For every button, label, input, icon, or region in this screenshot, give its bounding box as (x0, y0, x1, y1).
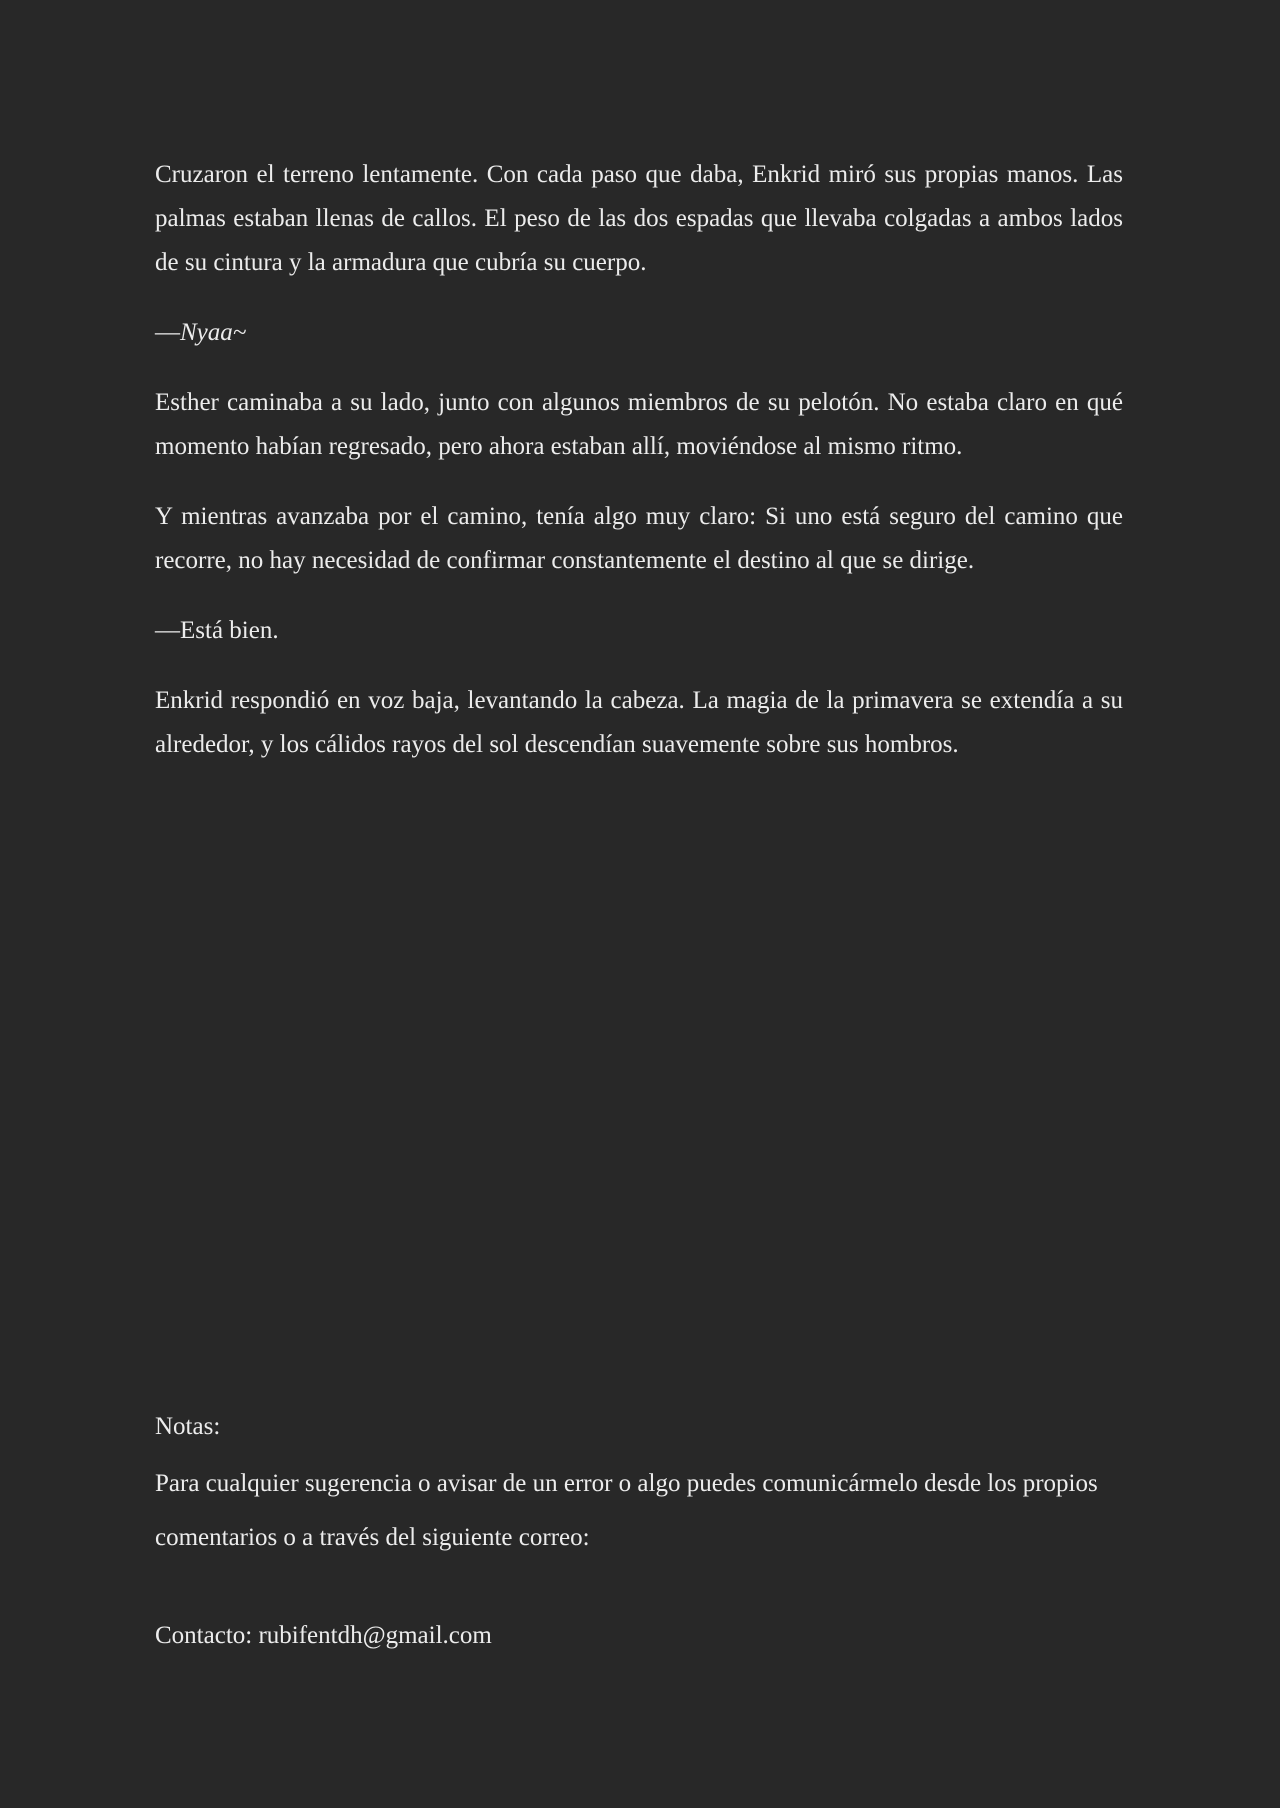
contact-line: Contacto: rubifentdh@gmail.com (155, 1622, 492, 1649)
notes-body: Para cualquier sugerencia o avisar de un error o algo puedes comunicármelo desde los propios comentarios o a través del siguiente correo: (155, 1470, 1098, 1551)
dialogue-line (155, 311, 1123, 355)
dialogue-dash: — (155, 319, 180, 346)
story-paragraph: Cruzaron el terreno lentamente. Con cada paso que daba, Enkrid miró sus propias manos. Las palmas estaban llenas de callos. El peso de las dos espadas que llevaba colgadas a ambos lados de su cintura y la armadura que cubría su cuerpo. (155, 161, 1123, 276)
dialogue-line: —Está bien. (155, 617, 279, 644)
story-paragraph: Enkrid respondió en voz baja, levantando la cabeza. La magia de la primavera se extendía a su alrededor, y los cálidos rayos del sol descendían suavemente sobre sus hombros. (155, 687, 1123, 758)
notes-label: Notas: (155, 1413, 221, 1440)
notes-section (155, 1405, 1123, 1565)
dialogue-text: Nyaa~ (180, 319, 247, 346)
story-paragraph: Y mientras avanzaba por el camino, tenía algo muy claro: Si uno está seguro del camino que recorre, no hay necesidad de confirmar constantemente el destino al que se dirige. (155, 503, 1123, 574)
story-content (155, 153, 1123, 793)
story-paragraph: Esther caminaba a su lado, junto con algunos miembros de su pelotón. No estaba claro en qué momento habían regresado, pero ahora estaban allí, moviéndose al mismo ritmo. (155, 389, 1123, 460)
